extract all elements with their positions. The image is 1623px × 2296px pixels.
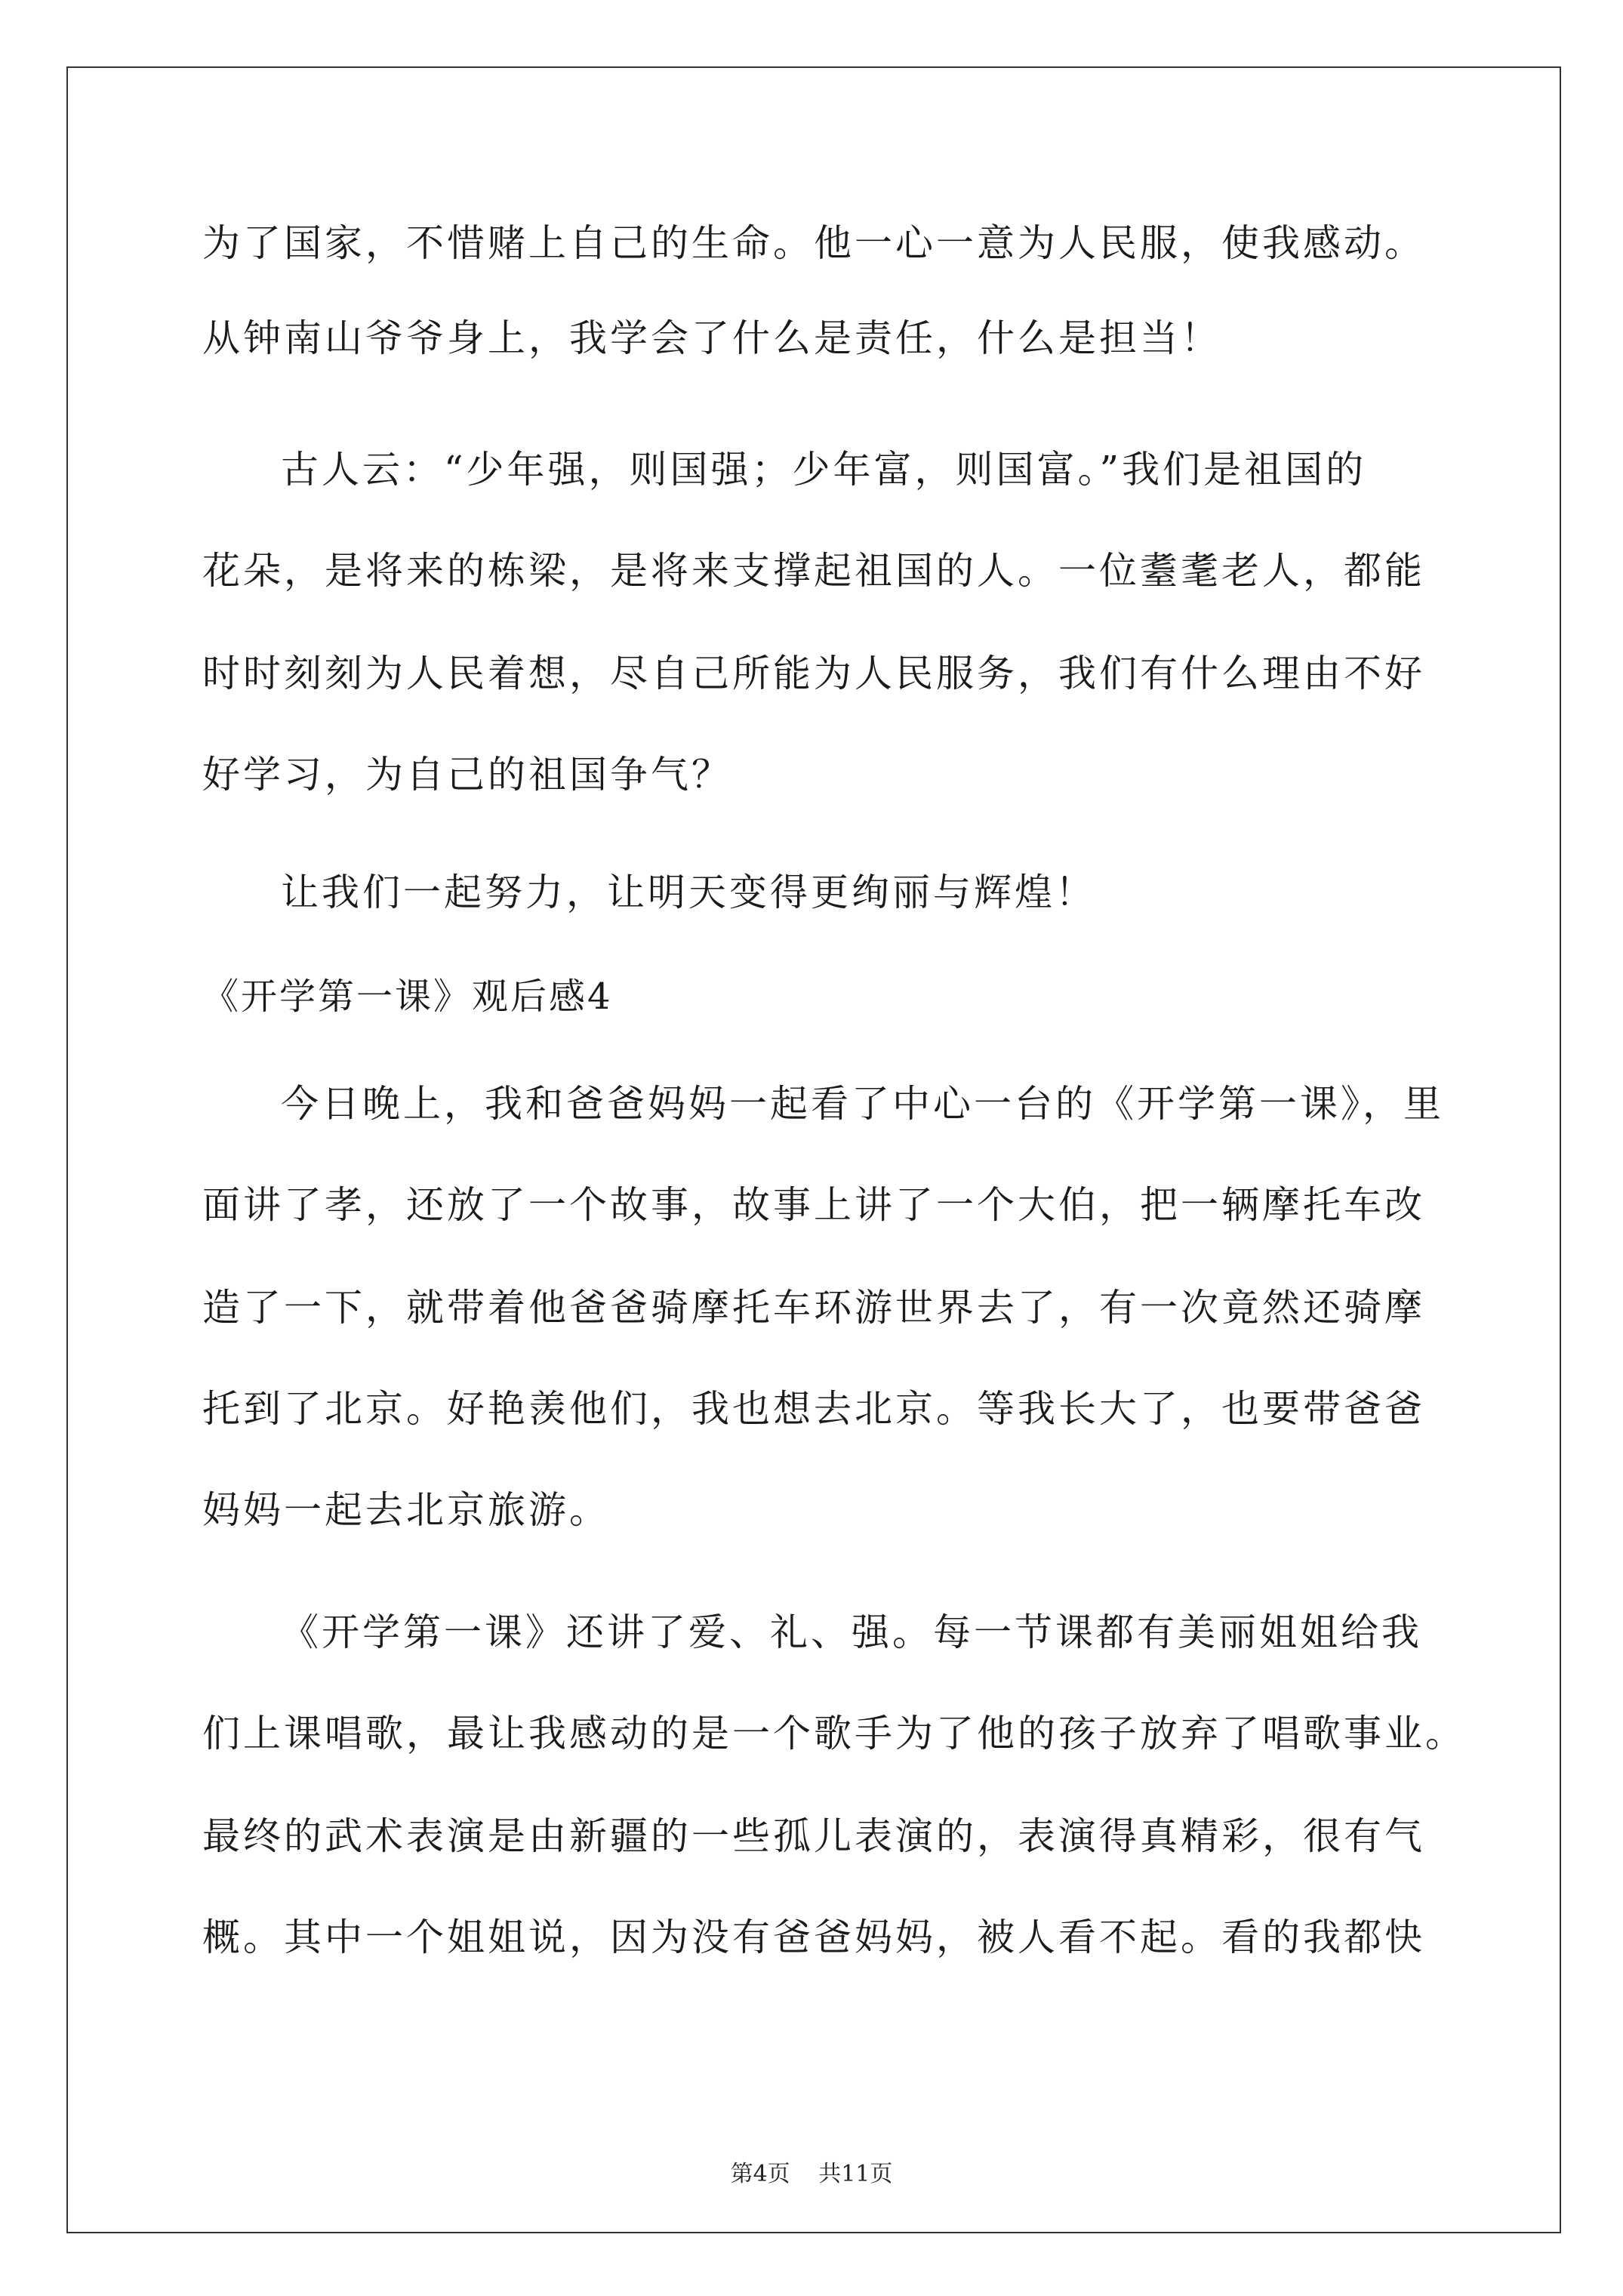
page-border: [66, 66, 1561, 2233]
paragraph-line: 花朵，是将来的栋梁，是将来支撑起祖国的人。一位耋耄老人，都能: [202, 549, 1425, 593]
paragraph-line: 时时刻刻为人民着想，尽自己所能为人民服务，我们有什么理由不好: [202, 652, 1425, 695]
paragraph-line: 最终的武术表演是由新疆的一些孤儿表演的，表演得真精彩，很有气: [202, 1814, 1425, 1858]
total-page-count: 共11页: [818, 2161, 893, 2187]
paragraph-line: 托到了北京。好艳羡他们，我也想去北京。等我长大了，也要带爸爸: [202, 1387, 1425, 1431]
paragraph-line: 们上课唱歌，最让我感动的是一个歌手为了他的孩子放弃了唱歌事业。: [202, 1712, 1466, 1755]
paragraph-line: 从钟南山爷爷身上，我学会了什么是责任，什么是担当！: [202, 316, 1221, 360]
paragraph-line: 好学习，为自己的祖国争气？: [202, 753, 732, 797]
paragraph-line: 古人云：“少年强，则国强；少年富，则国富。”我们是祖国的: [281, 448, 1367, 492]
paragraph-line: 让我们一起努力，让明天变得更绚丽与辉煌！: [281, 871, 1096, 914]
paragraph-line: 造了一下，就带着他爸爸骑摩托车环游世界去了，有一次竟然还骑摩: [202, 1286, 1425, 1330]
paragraph-line: 《开学第一课》还讲了爱、礼、强。每一节课都有美丽姐姐给我: [281, 1610, 1422, 1654]
section-heading: 《开学第一课》观后感4: [202, 975, 613, 1018]
paragraph-line: 面讲了孝，还放了一个故事，故事上讲了一个大伯，把一辆摩托车改: [202, 1183, 1425, 1227]
paragraph-line: 概。其中一个姐姐说，因为没有爸爸妈妈，被人看不起。看的我都快: [202, 1915, 1425, 1959]
paragraph-line: 今日晚上，我和爸爸妈妈一起看了中心一台的《开学第一课》，里: [281, 1082, 1444, 1126]
paragraph-line: 妈妈一起去北京旅游。: [202, 1488, 610, 1532]
page-footer: [0, 2161, 1623, 2188]
paragraph-line: 为了国家，不惜赌上自己的生命。他一心一意为人民服，使我感动。: [202, 221, 1425, 265]
current-page-number: 第4页: [730, 2161, 790, 2187]
